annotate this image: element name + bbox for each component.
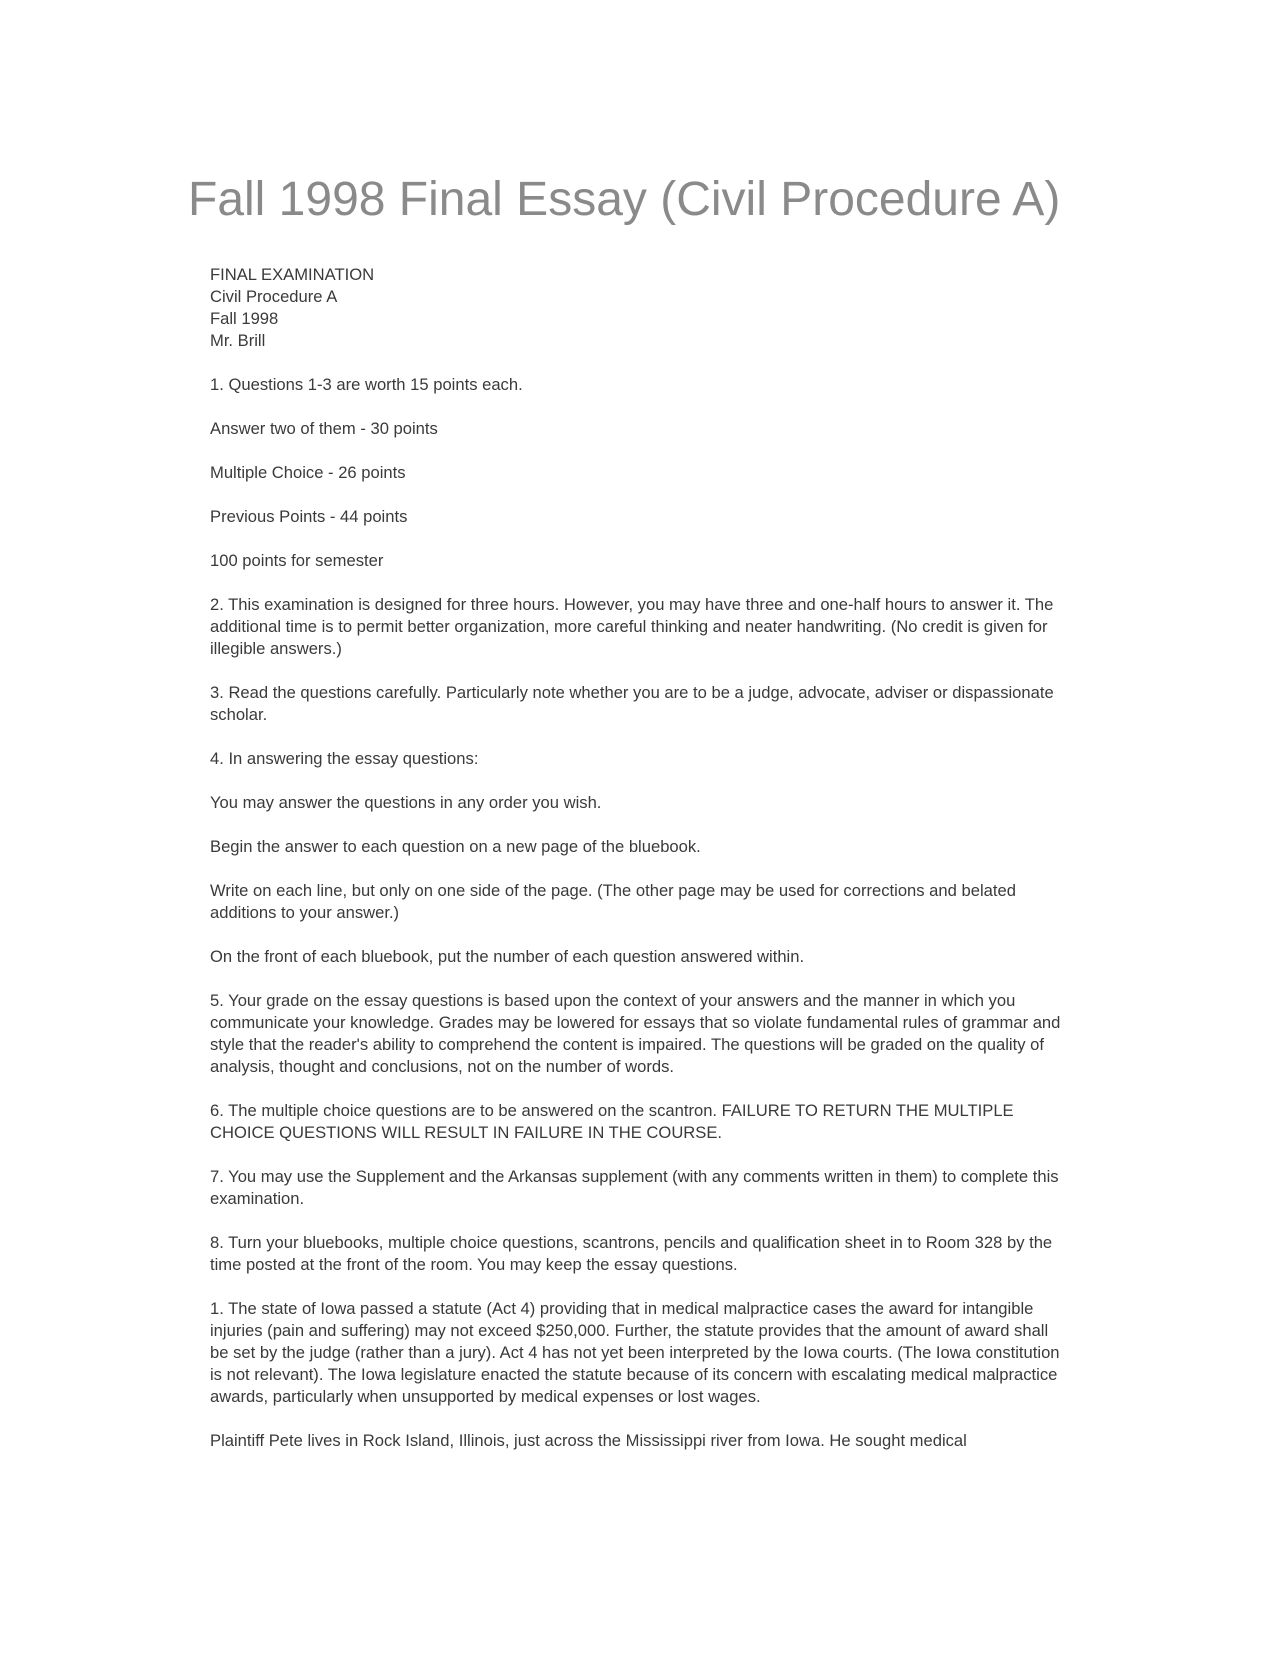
document-body — [210, 264, 1070, 1452]
page-title: Fall 1998 Final Essay (Civil Procedure A) — [188, 173, 1061, 226]
paragraph: Write on each line, but only on one side of the page. (The other page may be used for corrections and belated additions to your answer.) — [210, 881, 1016, 922]
paragraph: 100 points for semester — [210, 551, 384, 570]
paragraph: 8. Turn your bluebooks, multiple choice questions, scantrons, pencils and qualification sheet in to Room 328 by the time posted at the front of the room. You may keep the essay questions. — [210, 1233, 1053, 1274]
paragraph: 4. In answering the essay questions: — [210, 749, 479, 768]
paragraph: 1. The state of Iowa passed a statute (Act 4) providing that in medical malpractice cases the award for intangible injuries (pain and suffering) may not exceed $250,000. Further, the statute provides that the amount of award shall be set by the judge (rather than a jury). Act 4 has not yet been interpreted by the Iowa courts. (The Iowa constitution is not relevant). The Iowa legislature enacted the statute because of its concern with escalating medical malpractice awards, particularly when unsupported by medical expenses or lost wages. — [210, 1299, 1060, 1406]
paragraph: Multiple Choice - 26 points — [210, 463, 406, 482]
paragraph: 5. Your grade on the essay questions is based upon the context of your answers and the manner in which you communicate your knowledge. Grades may be lowered for essays that so violate fundamental rules of grammar and style that the reader's ability to comprehend the content is impaired. The questions will be graded on the quality of analysis, thought and conclusions, not on the number of words. — [210, 991, 1061, 1076]
paragraph: 7. You may use the Supplement and the Arkansas supplement (with any comments written in them) to complete this examination. — [210, 1167, 1059, 1208]
exam-header-line: Fall 1998 — [210, 309, 279, 328]
paragraph: Plaintiff Pete lives in Rock Island, Illinois, just across the Mississippi river from Iowa. He sought medical — [210, 1431, 967, 1450]
paragraph: Previous Points - 44 points — [210, 507, 408, 526]
exam-header-line: Mr. Brill — [210, 331, 266, 350]
paragraph: 3. Read the questions carefully. Particularly note whether you are to be a judge, advocate, adviser or dispassionate scholar. — [210, 683, 1054, 724]
paragraph: On the front of each bluebook, put the number of each question answered within. — [210, 947, 805, 966]
paragraph: Answer two of them - 30 points — [210, 419, 438, 438]
paragraph: Begin the answer to each question on a new page of the bluebook. — [210, 837, 701, 856]
exam-header — [210, 264, 1070, 352]
paragraph: 2. This examination is designed for three hours. However, you may have three and one-half hours to answer it. The additional time is to permit better organization, more careful thinking and neater handwriting. (No credit is given for illegible answers.) — [210, 595, 1054, 658]
paragraph: 6. The multiple choice questions are to be answered on the scantron. FAILURE TO RETURN THE MULTIPLE CHOICE QUESTIONS WILL RESULT IN FAILURE IN THE COURSE. — [210, 1101, 1014, 1142]
exam-header-line: FINAL EXAMINATION — [210, 265, 375, 284]
paragraph: You may answer the questions in any order you wish. — [210, 793, 602, 812]
exam-header-line: Civil Procedure A — [210, 287, 338, 306]
paragraph: 1. Questions 1-3 are worth 15 points each. — [210, 375, 523, 394]
